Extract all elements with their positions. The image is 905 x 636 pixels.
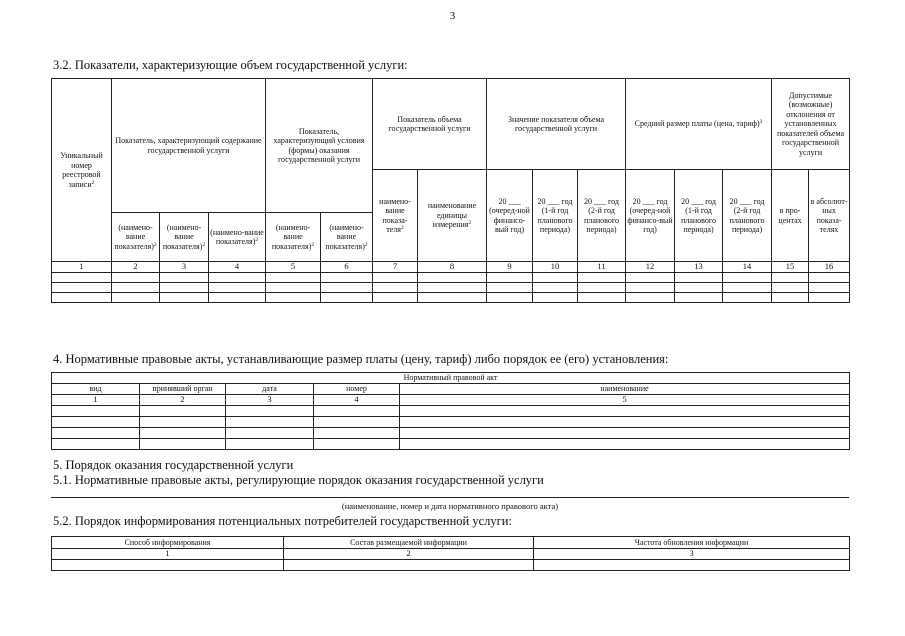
column-numbers-row	[52, 262, 850, 273]
header-content-name-2: (наимено- вание показателя)$^2$	[160, 213, 209, 262]
col-number: 3	[160, 262, 209, 273]
col-number: 12	[626, 262, 675, 273]
table-row	[52, 439, 850, 450]
header-volume-unit: наименование единицы измерения$^2$	[418, 170, 487, 262]
col-number: 3	[534, 549, 850, 560]
table-row	[52, 560, 850, 571]
section-4-heading: 4. Нормативные правовые акты, устанавливающие размер платы (цену, тариф) либо порядок ее (его) установления:	[53, 352, 669, 366]
col-header-content: Состав размещаемой информации	[284, 537, 534, 549]
col-number: 7	[373, 262, 418, 273]
table-row	[52, 406, 850, 417]
header-volume-indicator: Показатель объема государственной услуги	[373, 79, 487, 170]
header-conditions-name-1: (наимено- вание показателя)$^2$	[266, 213, 321, 262]
header-content-indicator: Показатель, характеризующий содержание государственной услуги	[112, 79, 266, 213]
col-number: 4	[209, 262, 266, 273]
col-number: 15	[772, 262, 809, 273]
col-number: 1	[52, 549, 284, 560]
col-number: 9	[487, 262, 533, 273]
col-number: 16	[809, 262, 850, 273]
header-fee-year-2: 20 ___ год (1-й год планового периода)	[675, 170, 723, 262]
column-numbers-row	[52, 549, 850, 560]
col-number: 2	[140, 395, 226, 406]
col-header-name: наименование	[400, 384, 850, 395]
col-number: 6	[321, 262, 373, 273]
header-conditions-name-2: (наимено- вание показателя)$^2$	[321, 213, 373, 262]
col-number: 11	[578, 262, 626, 273]
section-5-heading: 5. Порядок оказания государственной услуги	[53, 458, 294, 472]
legal-acts-table	[51, 372, 850, 450]
col-header-method: Способ информирования	[52, 537, 284, 549]
header-value-year-2: 20 ___ год (1-й год планового периода)	[533, 170, 578, 262]
header-value-year-1: 20 ___ (очеред-ной финансо-вый год)	[487, 170, 533, 262]
section-3-2-heading: 3.2. Показатели, характеризующие объем государственной услуги:	[53, 58, 408, 72]
table-row	[52, 417, 850, 428]
section-5-1-heading: 5.1. Нормативные правовые акты, регулирующие порядок оказания государственной услуги	[53, 473, 544, 487]
col-header-authority: принявший орган	[140, 384, 226, 395]
table-row	[52, 272, 850, 282]
col-header-number: номер	[314, 384, 400, 395]
col-number: 2	[112, 262, 160, 273]
col-number: 2	[284, 549, 534, 560]
col-number: 14	[723, 262, 772, 273]
section-5-2-heading: 5.2. Порядок информирования потенциальных потребителей государственной услуги:	[53, 514, 512, 528]
legal-act-column-headers	[52, 384, 850, 395]
table-row	[52, 282, 850, 292]
col-number: 10	[533, 262, 578, 273]
document-name-caption: (наименование, номер и дата нормативного правового акта)	[341, 501, 559, 511]
header-unique-number: Уникальный номер реестровой записи$^2$	[52, 79, 112, 262]
document-name-line	[51, 497, 849, 498]
header-fee-year-3: 20 ___ год (2-й год планового периода)	[723, 170, 772, 262]
header-deviation-absolute: в абсолют-ных показа-телях	[809, 170, 850, 262]
header-content-name-1: (наимено- вание показателя)$^2$	[112, 213, 160, 262]
col-number: 5	[266, 262, 321, 273]
col-number: 8	[418, 262, 487, 273]
header-allowed-deviation: Допустимые (возможные) отклонения от установленных показателей объема государственной услуги	[772, 79, 850, 170]
col-number: 1	[52, 262, 112, 273]
legal-act-group-header: Нормативный правовой акт	[52, 373, 850, 384]
table-row	[52, 292, 850, 302]
col-number: 1	[52, 395, 140, 406]
col-number: 3	[226, 395, 314, 406]
col-header-type: вид	[52, 384, 140, 395]
header-deviation-percent: в про-центах	[772, 170, 809, 262]
table-row	[52, 428, 850, 439]
page-number: 3	[449, 10, 456, 22]
header-value-year-3: 20 ___ год (2-й год планового периода)	[578, 170, 626, 262]
header-conditions-indicator: Показатель, характеризующий условия (формы) оказания государственной услуги	[266, 79, 373, 213]
header-volume-name: наимено-вание показа-теля$^2$	[373, 170, 418, 262]
header-average-fee: Средний размер платы (цена, тариф)$^3$	[626, 79, 772, 170]
col-number: 4	[314, 395, 400, 406]
volume-indicators-table	[51, 78, 850, 303]
col-header-date: дата	[226, 384, 314, 395]
col-number: 13	[675, 262, 723, 273]
information-column-headers	[52, 537, 850, 549]
information-table	[51, 536, 850, 571]
column-numbers-row	[52, 395, 850, 406]
header-content-name-3: (наимено-вание показателя)$^2$	[209, 213, 266, 262]
header-volume-value: Значение показателя объема государственной услуги	[487, 79, 626, 170]
col-header-frequency: Частота обновления информации	[534, 537, 850, 549]
col-number: 5	[400, 395, 850, 406]
header-fee-year-1: 20 ___ год (очеред-ной финансо-вый год)	[626, 170, 675, 262]
